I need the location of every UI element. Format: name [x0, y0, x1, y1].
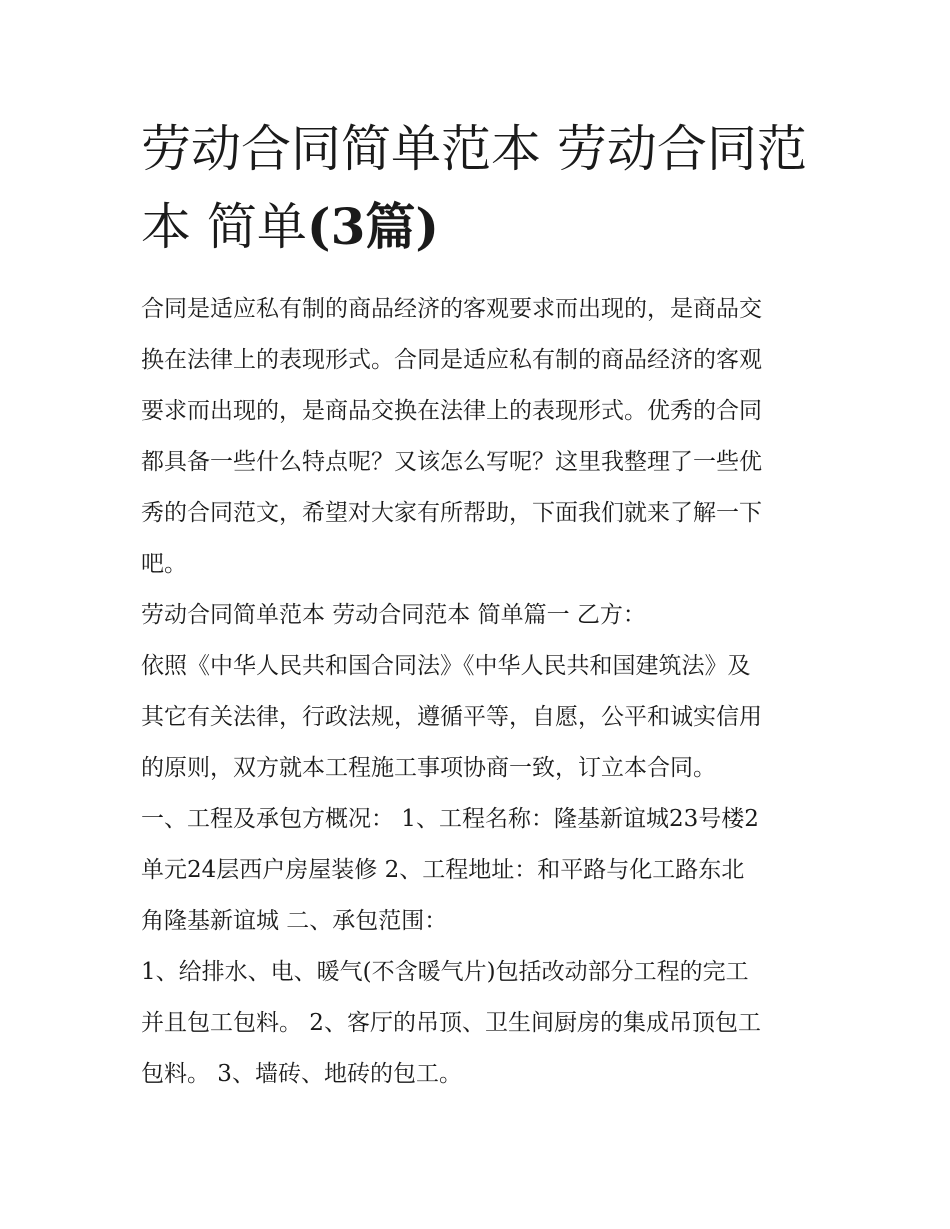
body-line-1: 合同是适应私有制的商品经济的客观要求而出现的，是商品交	[141, 296, 762, 322]
document-page	[141, 110, 813, 1100]
title-line-1: 劳动合同简单范本 劳动合同范	[141, 120, 807, 178]
body-line-4: 都具备一些什么特点呢？又该怎么写呢？这里我整理了一些优	[141, 449, 762, 475]
body-line-14: 1、给排水、电、暖气(不含暖气片)包括改动部分工程的完工	[141, 959, 749, 985]
body-line-10: 的原则，双方就本工程施工事项协商一致，订立本合同。	[141, 755, 716, 781]
body-line-5: 秀的合同范文，希望对大家有所帮助，下面我们就来了解一下	[141, 500, 762, 526]
body-line-12: 单元24层西户房屋装修 2、工程地址：和平路与化工路东北	[141, 857, 745, 883]
title-line-2	[141, 188, 813, 266]
body-line-13: 角隆基新谊城 二、承包范围：	[141, 908, 448, 934]
document-title	[141, 110, 813, 266]
title-line-2-text: 本 简单	[141, 198, 307, 256]
body-line-16: 包料。 3、墙砖、地砖的包工。	[141, 1061, 462, 1087]
document-body	[141, 284, 813, 1100]
body-line-15: 并且包工包料。 2、客厅的吊顶、卫生间厨房的集成吊顶包工	[141, 1010, 761, 1036]
title-line-2-bold: (3篇)	[306, 197, 440, 256]
body-line-3: 要求而出现的，是商品交换在法律上的表现形式。优秀的合同	[141, 398, 762, 424]
body-line-8: 依照《中华人民共和国合同法》《中华人民共和国建筑法》及	[141, 653, 751, 679]
section-heading: 劳动合同简单范本 劳动合同范本 简单篇一 乙方：	[141, 602, 646, 628]
body-line-6: 吧。	[141, 551, 187, 577]
body-line-9: 其它有关法律，行政法规，遵循平等，自愿，公平和诚实信用	[141, 704, 762, 730]
body-line-2: 换在法律上的表现形式。合同是适应私有制的商品经济的客观	[141, 347, 762, 373]
body-line-11: 一、工程及承包方概况： 1、工程名称：隆基新谊城23号楼2	[141, 806, 759, 832]
